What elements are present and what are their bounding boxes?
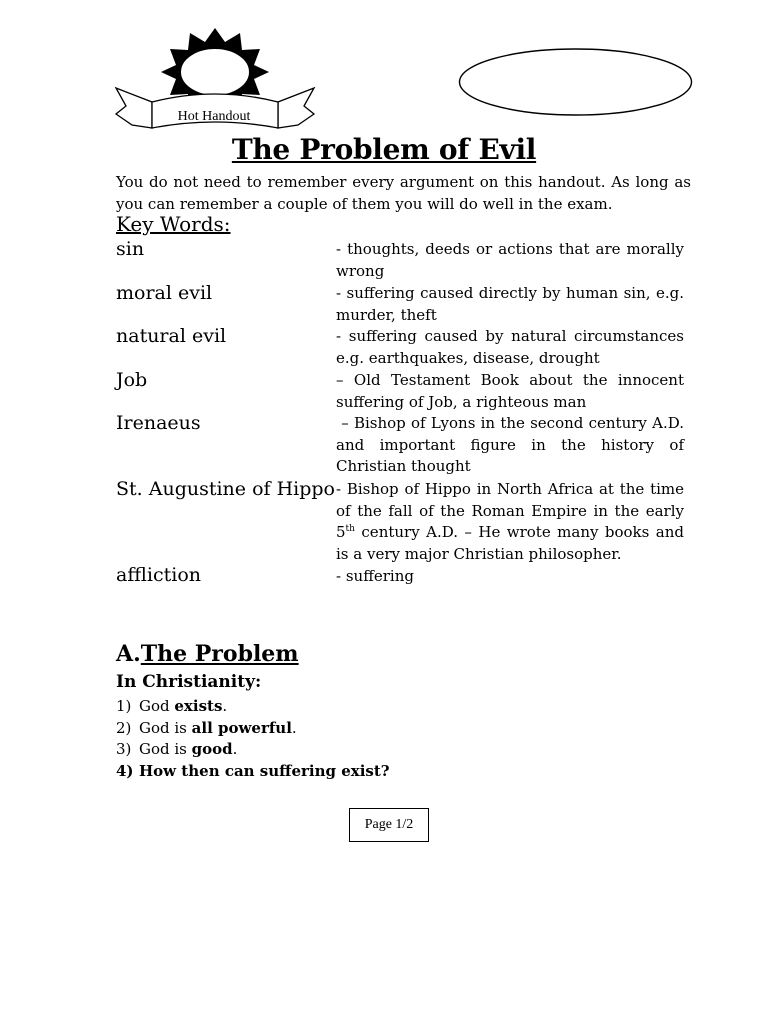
list-item bbox=[116, 761, 390, 783]
definition-affliction: - suffering bbox=[336, 567, 414, 585]
list-item bbox=[116, 718, 390, 740]
section-a-heading bbox=[116, 641, 299, 667]
definition-irenaeus: – Bishop of Lyons in the second century A.D. and important figure in the history of Christian thought bbox=[336, 414, 689, 475]
item-text: God is bbox=[139, 740, 192, 758]
section-a-prefix: A. bbox=[116, 641, 141, 667]
logo-label: Hot Handout bbox=[177, 109, 251, 124]
definition-augustine bbox=[336, 479, 684, 565]
item-end: . bbox=[291, 718, 297, 737]
definition-augustine-part1: - Bishop of Hippo in North Africa at the time of the fall of the Roman Empire in the early 5 bbox=[336, 480, 684, 541]
key-words-heading: Key Words: bbox=[116, 212, 231, 236]
term-affliction: affliction bbox=[116, 564, 202, 586]
in-christianity-heading: In Christianity: bbox=[116, 672, 262, 692]
item-bold: How then can suffering exist? bbox=[139, 761, 390, 780]
term-natural-evil: natural evil bbox=[116, 325, 227, 347]
term-irenaeus: Irenaeus bbox=[116, 412, 201, 434]
item-number: 2) bbox=[116, 718, 132, 737]
term-moral-evil: moral evil bbox=[116, 282, 213, 304]
hot-handout-logo bbox=[114, 28, 316, 134]
points-list bbox=[116, 696, 390, 782]
definition-moral-evil: - suffering caused directly by human sin, e.g. murder, theft bbox=[336, 284, 684, 324]
item-number: 1) bbox=[116, 697, 132, 715]
list-item bbox=[116, 696, 390, 718]
page-number: Page 1/2 bbox=[349, 808, 429, 842]
item-number: 3) bbox=[116, 740, 132, 758]
item-bold: good bbox=[191, 740, 233, 758]
item-bold: all powerful bbox=[191, 718, 292, 737]
item-text: God is bbox=[139, 718, 192, 737]
definition-augustine-part2: century A.D. – He wrote many books and is a very major Christian philosopher. bbox=[336, 523, 684, 563]
item-bold: exists bbox=[174, 697, 223, 715]
term-augustine: St. Augustine of Hippo bbox=[116, 478, 335, 500]
definition-job: – Old Testament Book about the innocent suffering of Job, a righteous man bbox=[336, 371, 684, 411]
name-ellipse bbox=[458, 48, 693, 116]
list-item bbox=[116, 739, 390, 761]
item-end: . bbox=[232, 740, 238, 758]
section-a-title: The Problem bbox=[140, 641, 299, 667]
term-sin: sin bbox=[116, 238, 145, 260]
item-end: . bbox=[222, 697, 228, 715]
term-job: Job bbox=[116, 369, 148, 391]
item-number: 4) bbox=[116, 761, 134, 780]
ordinal-suffix: th bbox=[345, 524, 355, 534]
item-text: God bbox=[139, 697, 175, 715]
definition-natural-evil: - suffering caused by natural circumstances e.g. earthquakes, disease, drought bbox=[336, 327, 684, 367]
definition-sin: - thoughts, deeds or actions that are morally wrong bbox=[336, 240, 684, 280]
intro-text: You do not need to remember every argument on this handout. As long as you can remember a couple of them you will do well in the exam. bbox=[116, 173, 691, 213]
page-title: The Problem of Evil bbox=[231, 133, 537, 166]
